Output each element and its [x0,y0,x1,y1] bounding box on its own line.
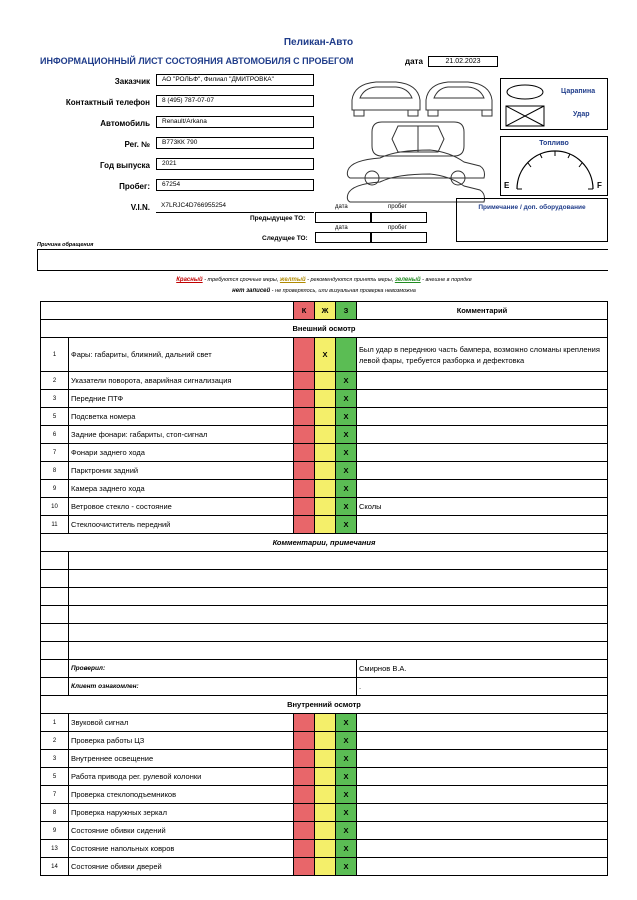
status-zh[interactable] [315,732,336,750]
page-title: ИНФОРМАЦИОННЫЙ ЛИСТ СОСТОЯНИЯ АВТОМОБИЛЯ С ПРОБЕГОМ [40,56,354,66]
row-name: Проверка наружных зеркал [69,804,294,822]
row-number: 9 [41,480,69,498]
color-legend [40,275,608,297]
status-k[interactable] [294,462,315,480]
status-zh[interactable] [315,858,336,876]
prev-mileage-col: пробег [388,204,407,210]
row-number: 14 [41,858,69,876]
table-row [41,338,608,372]
status-k[interactable] [294,408,315,426]
status-k[interactable] [294,732,315,750]
row-number: 7 [41,444,69,462]
checked-row [41,660,608,678]
fuel-gauge-box [500,136,608,196]
client-value[interactable]: . [357,678,608,696]
row-name: Внутреннее освещение [69,750,294,768]
header-z: З [336,302,357,320]
row-comment[interactable] [357,462,608,480]
status-zh[interactable] [315,444,336,462]
prev-to-mileage-field[interactable] [371,212,427,223]
company-name: Пеликан-Авто [283,37,354,48]
row-number: 5 [41,408,69,426]
status-z[interactable]: X [336,372,357,390]
vin-label: V.I.N. [130,203,150,212]
row-comment[interactable] [357,408,608,426]
row-number: 2 [41,372,69,390]
reason-label: Причина обращения [37,242,94,248]
table-row [41,372,608,390]
row-number: 2 [41,732,69,750]
year-field[interactable]: 2021 [156,158,314,170]
comment-line [41,552,608,570]
table-row [41,714,608,732]
table-row [41,480,608,498]
next-date-col: дата [335,225,348,231]
status-z[interactable]: X [336,714,357,732]
car-label: Автомобиль [100,119,150,128]
row-comment[interactable] [357,750,608,768]
comment-line-num [41,552,69,570]
status-k[interactable] [294,480,315,498]
table-row [41,408,608,426]
row-comment[interactable] [357,786,608,804]
reg-field[interactable]: В773КК 790 [156,137,314,149]
row-number: 1 [41,714,69,732]
external-section [41,320,608,338]
damage-legend-box [500,78,608,130]
status-z[interactable]: X [336,732,357,750]
comment-line [41,588,608,606]
year-label: Год выпуска [100,161,150,170]
row-number: 3 [41,750,69,768]
inspection-table [40,301,608,876]
row-name: Состояние обивки дверей [69,858,294,876]
legend-yellow: желтый [279,277,306,283]
status-k[interactable] [294,786,315,804]
fuel-full-label: F [597,181,602,190]
table-row [41,426,608,444]
header-blank [41,302,294,320]
status-zh[interactable] [315,750,336,768]
status-z[interactable]: X [336,516,357,534]
status-k[interactable] [294,840,315,858]
reg-label: Рег. № [124,140,150,149]
status-z[interactable]: X [336,840,357,858]
next-to-date-field[interactable] [315,232,371,243]
row-name: Звуковой сигнал [69,714,294,732]
row-comment[interactable] [357,822,608,840]
scratch-label: Царапина [561,88,596,95]
row-name: Камера заднего хода [69,480,294,498]
comments-section-title: Комментарии, примечания [41,534,608,552]
status-z[interactable]: X [336,786,357,804]
row-comment[interactable]: Сколы [357,498,608,516]
row-comment[interactable]: Был удар в переднюю часть бампера, возможно сломаны крепления левой фары, требуется разборка и дефектовка [357,338,608,372]
status-z[interactable]: X [336,498,357,516]
header-k: К [294,302,315,320]
status-k[interactable] [294,338,315,372]
row-name: Подсветка номера [69,408,294,426]
status-z[interactable]: X [336,768,357,786]
row-number: 3 [41,390,69,408]
date-field[interactable]: 21.02.2023 [428,56,498,67]
status-k[interactable] [294,804,315,822]
status-zh[interactable] [315,714,336,732]
table-row [41,498,608,516]
status-zh[interactable] [315,804,336,822]
row-name: Работа привода рег. рулевой колонки [69,768,294,786]
row-comment[interactable] [357,840,608,858]
status-zh[interactable] [315,516,336,534]
comment-line [41,570,608,588]
comment-line-num [41,624,69,642]
status-zh[interactable] [315,462,336,480]
status-z[interactable]: X [336,444,357,462]
status-k[interactable] [294,390,315,408]
row-comment[interactable] [357,390,608,408]
status-z[interactable]: X [336,750,357,768]
status-z[interactable]: X [336,408,357,426]
status-zh[interactable] [315,408,336,426]
next-mileage-col: пробег [388,225,407,231]
next-to-mileage-field[interactable] [371,232,427,243]
checked-blank [41,660,69,678]
prev-to-label: Предыдущее ТО: [250,215,306,222]
fuel-gauge-icon [509,149,601,193]
status-zh[interactable] [315,786,336,804]
status-z[interactable]: X [336,804,357,822]
checked-label: Проверил: [69,660,357,678]
comment-line-text[interactable] [69,624,608,642]
table-row [41,840,608,858]
row-name: Задние фонари: габариты, стоп-сигнал [69,426,294,444]
row-number: 7 [41,786,69,804]
status-zh[interactable] [315,390,336,408]
status-k[interactable] [294,372,315,390]
table-row [41,822,608,840]
status-zh[interactable] [315,480,336,498]
comment-line-num [41,588,69,606]
status-k[interactable] [294,858,315,876]
customer-field[interactable]: АО "РОЛЬФ", Филиал "ДМИТРОВКА" [156,74,314,86]
legend-green: зеленый [394,277,421,283]
status-k[interactable] [294,750,315,768]
table-row [41,390,608,408]
legend-none-text: - не проверялось, или визуальная проверка невозможна [270,288,416,294]
status-zh[interactable] [315,426,336,444]
legend-green-text: - внешне в порядке [420,277,472,283]
status-zh[interactable] [315,840,336,858]
header-comment: Комментарий [357,302,608,320]
comment-line-text[interactable] [69,606,608,624]
row-comment[interactable] [357,732,608,750]
mileage-field[interactable]: 67254 [156,179,314,191]
comment-line-num [41,642,69,660]
date-label: дата [405,57,423,66]
comment-line-num [41,570,69,588]
external-section-title: Внешний осмотр [41,320,608,338]
car-diagram [340,72,498,204]
row-name: Парктроник задний [69,462,294,480]
status-z[interactable]: X [336,462,357,480]
notes-label: Примечание / доп. оборудование [478,204,586,211]
row-comment[interactable] [357,372,608,390]
status-z[interactable]: X [336,858,357,876]
table-row [41,462,608,480]
status-z[interactable]: X [336,426,357,444]
reason-field[interactable] [37,249,608,271]
row-number: 8 [41,462,69,480]
prev-date-col: дата [335,204,348,210]
status-k[interactable] [294,768,315,786]
comment-line [41,624,608,642]
row-comment[interactable] [357,480,608,498]
status-z[interactable]: X [336,822,357,840]
row-comment[interactable] [357,804,608,822]
hit-label: Удар [573,111,590,118]
row-comment[interactable] [357,768,608,786]
status-k[interactable] [294,426,315,444]
row-comment[interactable] [357,426,608,444]
row-name: Состояние напольных ковров [69,840,294,858]
row-name: Указатели поворота, аварийная сигнализация [69,372,294,390]
next-to-label: Следущее ТО: [262,235,308,242]
status-z[interactable]: X [336,480,357,498]
status-zh[interactable] [315,498,336,516]
vin-field[interactable]: X7LRJC4D766955254 [156,201,314,213]
internal-section-title: Внутренний осмотр [41,696,608,714]
table-row [41,786,608,804]
table-row [41,750,608,768]
row-name: Фары: габариты, ближний, дальний свет [69,338,294,372]
row-name: Фонари заднего хода [69,444,294,462]
prev-to-date-field[interactable] [315,212,371,223]
fuel-empty-label: E [504,181,510,190]
phone-label: Контактный телефон [65,98,150,107]
row-comment[interactable] [357,516,608,534]
client-blank [41,678,69,696]
status-k[interactable] [294,822,315,840]
status-z[interactable]: X [336,390,357,408]
table-row [41,768,608,786]
status-k[interactable] [294,516,315,534]
row-comment[interactable] [357,444,608,462]
notes-box[interactable] [456,198,608,242]
row-number: 10 [41,498,69,516]
checked-value[interactable]: Смирнов В.А. [357,660,608,678]
comment-line-text[interactable] [69,552,608,570]
row-number: 1 [41,338,69,372]
phone-field[interactable]: 8 (495) 787-07-07 [156,95,314,107]
status-z[interactable] [336,338,357,372]
row-name: Ветровое стекло - состояние [69,498,294,516]
row-name: Проверка стеклоподъемников [69,786,294,804]
status-k[interactable] [294,498,315,516]
row-number: 9 [41,822,69,840]
comment-line-text[interactable] [69,570,608,588]
status-zh[interactable] [315,822,336,840]
fuel-label: Топливо [539,140,569,147]
status-k[interactable] [294,714,315,732]
header-zh: Ж [315,302,336,320]
row-name: Передние ПТФ [69,390,294,408]
legend-red: Красный [176,277,203,283]
car-field[interactable]: Renault/Arkana [156,116,314,128]
row-number: 5 [41,768,69,786]
status-zh[interactable] [315,372,336,390]
table-row [41,804,608,822]
row-comment[interactable] [357,714,608,732]
table-header [41,302,608,320]
row-number: 11 [41,516,69,534]
row-name: Проверка работы ЦЗ [69,732,294,750]
table-row [41,732,608,750]
table-row [41,516,608,534]
table-row [41,444,608,462]
client-label: Клиент ознакомлен: [69,678,357,696]
hit-icon [505,105,545,127]
row-number: 8 [41,804,69,822]
row-name: Стеклоочиститель передний [69,516,294,534]
comments-section [41,534,608,552]
scratch-icon [505,83,545,101]
status-k[interactable] [294,444,315,462]
row-comment[interactable] [357,858,608,876]
client-row [41,678,608,696]
comment-line [41,606,608,624]
comment-line-text[interactable] [69,642,608,660]
status-zh[interactable] [315,768,336,786]
row-name: Состояние обивки сидений [69,822,294,840]
table-row [41,858,608,876]
customer-label: Заказчик [114,77,150,86]
legend-yellow-text: - рекомендуются принять меры, [305,277,395,283]
legend-red-text: - требуются срочные меры, [202,277,280,283]
internal-section [41,696,608,714]
status-zh[interactable]: X [315,338,336,372]
comment-line-text[interactable] [69,588,608,606]
comment-line [41,642,608,660]
legend-none: нет записей [232,288,271,294]
row-number: 13 [41,840,69,858]
row-number: 6 [41,426,69,444]
comment-line-num [41,606,69,624]
mileage-label: Пробег: [119,182,150,191]
